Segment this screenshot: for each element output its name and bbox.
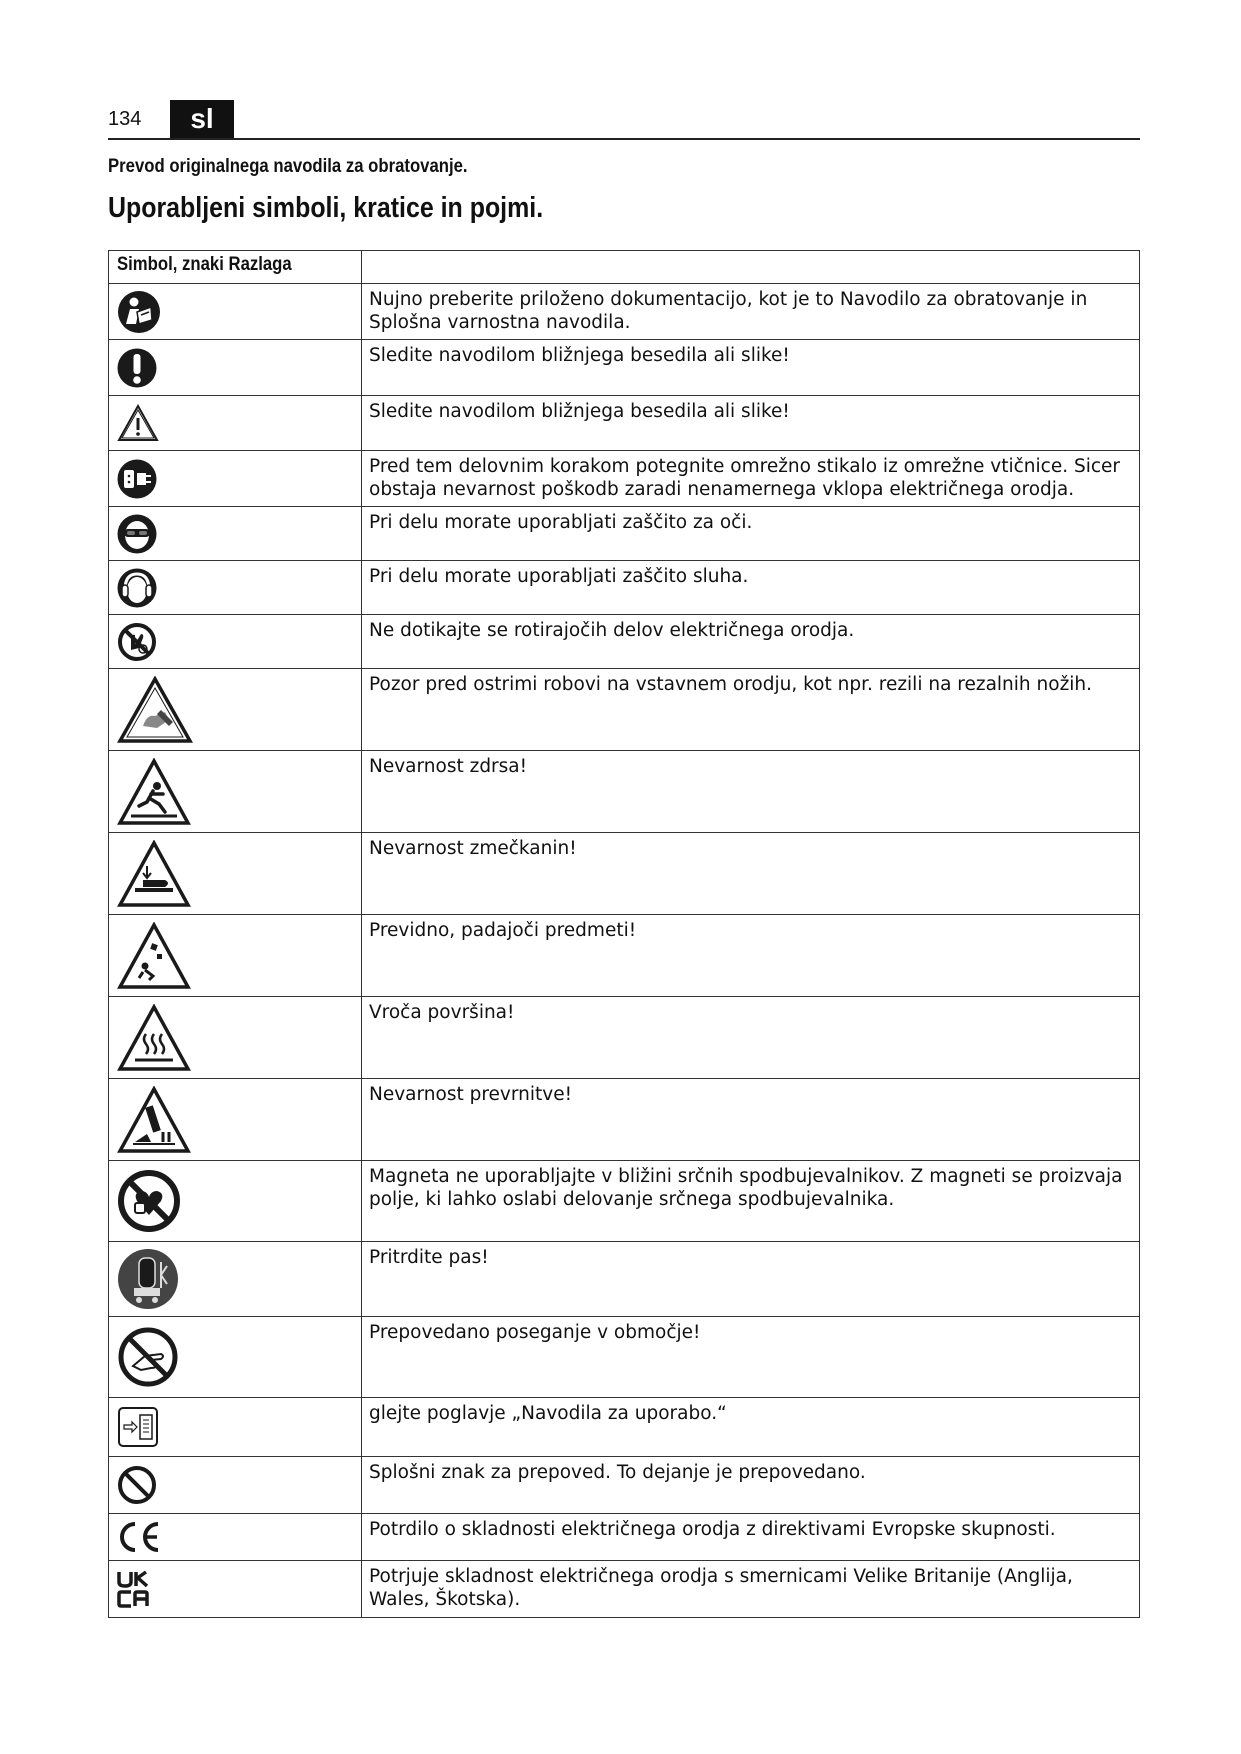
document-subtitle: Prevod originalnega navodila za obratovanje. — [108, 156, 468, 177]
table-row — [109, 1317, 1140, 1398]
row-description: Pri delu morate uporabljati zaščito sluha. — [362, 561, 1140, 615]
row-description: Nevarnost zmečkanin! — [362, 833, 1140, 915]
table-row — [109, 1161, 1140, 1242]
table-row — [109, 615, 1140, 669]
row-description: Pritrdite pas! — [362, 1242, 1140, 1317]
row-description: Vroča površina! — [362, 997, 1140, 1079]
ukca-mark-icon — [117, 1570, 151, 1608]
read-manual-icon — [117, 290, 161, 334]
slip-hazard-icon — [117, 758, 191, 826]
section-title: Uporabljeni simboli, kratice in pojmi. — [108, 192, 544, 224]
fasten-strap-icon — [117, 1248, 179, 1310]
row-description: Pozor pred ostrimi robovi na vstavnem orodju, kot npr. rezili na rezalnih nožih. — [362, 669, 1140, 751]
table-row — [109, 915, 1140, 997]
table-header-row — [109, 251, 1140, 284]
symbols-table — [108, 250, 1140, 1618]
table-row — [109, 284, 1140, 340]
row-description: Sledite navodilom bližnjega besedila ali slike! — [362, 396, 1140, 451]
row-description: Pred tem delovnim korakom potegnite omrežno stikalo iz omrežne vtičnice. Sicer obstaja nevarnost poškodb zaradi nenamernega vklopa električnega orodja. — [362, 451, 1140, 507]
language-badge: sl — [170, 100, 234, 138]
table-row — [109, 997, 1140, 1079]
symbol-column-header: Simbol, znaki Razlaga — [109, 251, 362, 284]
page-number: 134 — [108, 108, 142, 130]
page-header — [108, 100, 1140, 140]
table-row — [109, 1561, 1140, 1618]
table-row — [109, 1457, 1140, 1514]
row-description: Splošni znak za prepoved. To dejanje je prepovedano. — [362, 1457, 1140, 1514]
table-row — [109, 396, 1140, 451]
table-row — [109, 507, 1140, 561]
row-description: Nevarnost zdrsa! — [362, 751, 1140, 833]
table-row — [109, 1398, 1140, 1457]
table-row — [109, 340, 1140, 396]
crush-hazard-icon — [117, 840, 191, 908]
table-row — [109, 561, 1140, 615]
table-row — [109, 1514, 1140, 1561]
hot-surface-icon — [117, 1004, 191, 1072]
no-pacemaker-icon — [117, 1169, 181, 1233]
ce-mark-icon — [117, 1521, 161, 1553]
row-description: Previdno, padajoči predmeti! — [362, 915, 1140, 997]
unplug-mains-icon — [117, 459, 157, 499]
row-description: Nujno preberite priloženo dokumentacijo, kot je to Navodilo za obratovanje in Splošna varnostna navodila. — [362, 284, 1140, 340]
table-row — [109, 1079, 1140, 1161]
row-description: glejte poglavje „Navodila za uporabo.“ — [362, 1398, 1140, 1457]
table-row — [109, 1242, 1140, 1317]
row-description: Potrdilo o skladnosti električnega orodja z direktivami Evropske skupnosti. — [362, 1514, 1140, 1561]
table-row — [109, 669, 1140, 751]
prohibition-icon — [117, 1465, 157, 1505]
tipping-hazard-icon — [117, 1086, 191, 1154]
table-row — [109, 833, 1140, 915]
row-description: Pri delu morate uporabljati zaščito za oči. — [362, 507, 1140, 561]
row-description: Ne dotikajte se rotirajočih delov električnega orodja. — [362, 615, 1140, 669]
exclamation-mandatory-icon — [117, 347, 157, 389]
description-column-header — [362, 251, 1140, 284]
row-description: Nevarnost prevrnitve! — [362, 1079, 1140, 1161]
no-reaching-icon — [117, 1326, 179, 1388]
see-chapter-icon — [117, 1406, 159, 1448]
row-description: Prepovedano poseganje v območje! — [362, 1317, 1140, 1398]
row-description: Potrjuje skladnost električnega orodja s smernicami Velike Britanije (Anglija, Wales, Škotska). — [362, 1561, 1140, 1618]
row-description: Magneta ne uporabljajte v bližini srčnih spodbujevalnikov. Z magneti se proizvaja polje, ki lahko oslabi delovanje srčnega spodbujevalnika. — [362, 1161, 1140, 1242]
table-row — [109, 751, 1140, 833]
no-touch-rotating-icon — [117, 622, 157, 662]
table-row — [109, 451, 1140, 507]
row-description: Sledite navodilom bližnjega besedila ali slike! — [362, 340, 1140, 396]
ear-protection-icon — [117, 568, 157, 608]
sharp-edges-warning-icon — [117, 676, 193, 744]
warning-triangle-icon — [117, 404, 159, 442]
falling-objects-icon — [117, 922, 191, 990]
eye-protection-icon — [117, 514, 157, 554]
